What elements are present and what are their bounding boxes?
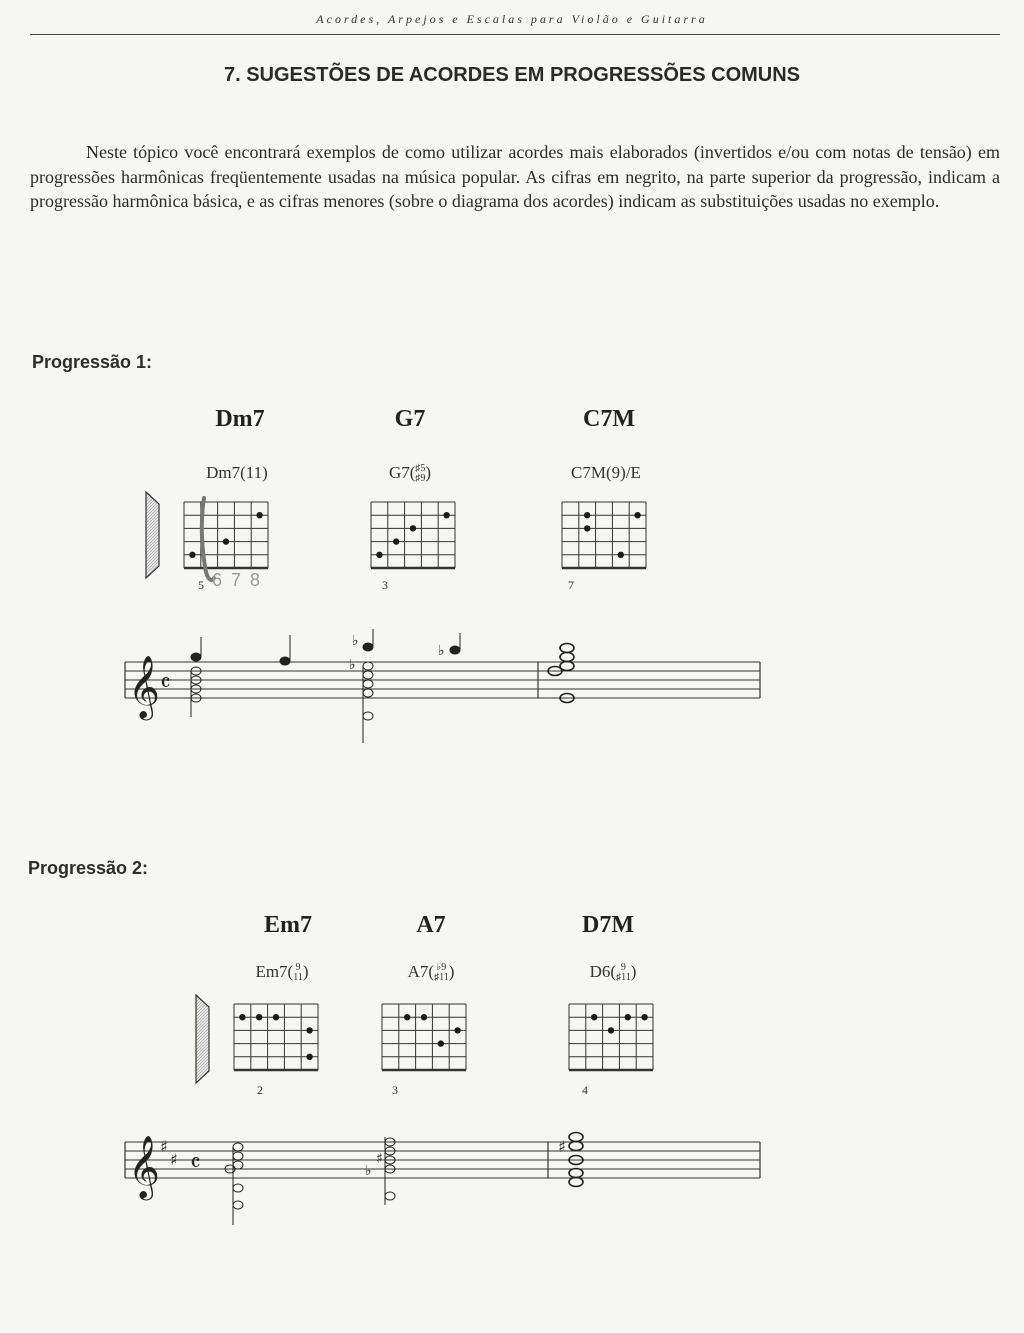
treble-clef-icon: 𝄞 [128,1135,160,1198]
prog2-measure-1-notes [225,1137,395,1225]
prog1-measure-1-notes [191,629,460,743]
intro-paragraph: Neste tópico você encontrará exemplos de como utilizar acordes mais elaborados (invertidos e/ou com notas de tensão) em progressões harmônicas freqüentemente usadas na música popular. As cifras em negrito, na parte superior da progressão, indicam a progressão harmônica básica, e as cifras menores (sobre o diagrama dos acordes) indicam as substituições usadas no exemplo. [30,142,1000,211]
running-header: Acordes, Arpejos e Escalas para Violão e Guitarra [316,12,708,26]
note [233,1201,243,1209]
page-title: 7. SUGESTÕES DE ACORDES EM PROGRESSÕES COMUNS [223,64,801,86]
progression-1-title: Progressão 1: [32,352,153,372]
flat-icon: ♭ [365,1163,372,1179]
prog2-chord-1-fret: 2 [257,1083,263,1097]
note [233,1184,243,1192]
whole-note [569,1178,583,1187]
note [233,1152,243,1160]
finger-dot [641,1014,647,1020]
prog1-staff [120,625,770,750]
prog2-chord-3-main: D7M [582,912,634,938]
prog1-chord-3-fret: 7 [568,578,574,592]
prog1-chord-2-sub-suffix: ) [425,463,432,482]
prog2-chord-1-tension-top: 9 [295,962,301,974]
prog2-chord-1-tension-bottom: 11 [293,972,303,984]
prog1-chord-1-fret: 5 [198,578,204,592]
prog1-chord-1-sub [157,463,317,483]
prog2-chord-1-diagram [230,998,330,1076]
flat-icon: ♭ [352,633,359,649]
note [233,1143,243,1151]
prog2-chord-2-sub-suffix: ) [448,962,455,981]
prog2-chord-1-sub-text: Em7( [255,962,294,981]
prog2-chord-2-fret: 3 [392,1083,398,1097]
sharp-icon: ♯ [160,1137,168,1156]
prog1-chord-3-sub [526,463,686,483]
finger-dot [256,512,262,518]
finger-dot [634,512,640,518]
note [385,1192,395,1200]
note [363,643,373,651]
prog2-chord-1-sub [202,962,362,983]
pencil-annotation: 6 7 8 [212,570,263,590]
finger-dot [410,525,416,531]
whole-note [560,653,574,662]
prog2-staff [120,1115,770,1230]
finger-dot [618,552,624,558]
prog1-measure-2-notes [548,644,574,703]
treble-clef-icon: 𝄞 [128,655,160,718]
note [363,689,373,697]
prog1-staff-lines [125,662,760,698]
finger-dot [223,538,229,544]
prog1-chord-2-main: G7 [394,406,426,432]
prog2-chord-2-tension-top: ♭9 [436,962,447,974]
header-rule [30,34,1000,35]
prog1-chord-3-diagram [558,496,658,574]
prog1-nut-marker [143,490,163,580]
finger-dot [443,512,449,518]
prog2-chord-3-tension-top: 9 [620,962,626,974]
note [450,646,460,654]
finger-dot [376,552,382,558]
finger-dot [591,1014,597,1020]
finger-dot [584,512,590,518]
prog1-chord-3-main: C7M [583,406,635,432]
whole-note [560,644,574,653]
prog2-chord-3-sub [533,962,693,983]
finger-dot [393,538,399,544]
common-time-icon: 𝄴 [190,1149,201,1177]
prog2-nut-marker [193,993,213,1085]
progression-2-title: Progressão 2: [28,858,149,878]
common-time-icon: 𝄴 [160,669,171,697]
prog2-chord-3-sub-text: D6( [589,962,617,981]
prog2-chord-3-sub-suffix: ) [630,962,637,981]
prog1-chord-2-tension-top: ♯5 [415,463,426,475]
prog1-chord-3-sub-text: C7M(9)/E [571,463,641,482]
note [363,712,373,720]
flat-icon: ♭ [349,657,356,673]
prog2-chord-2-sub [351,962,511,983]
note [363,671,373,679]
prog2-chord-2-tension [434,963,449,983]
prog2-chord-3-fret: 4 [582,1083,588,1097]
prog2-chord-3-diagram [565,998,665,1076]
prog2-chord-2-sub-text: A7( [407,962,435,981]
prog2-chord-3-tension [616,963,631,983]
prog2-chord-1-main: Em7 [264,912,312,938]
finger-dot [454,1027,460,1033]
finger-dot [438,1040,444,1046]
note [363,680,373,688]
finger-dot [625,1014,631,1020]
prog2-chord-2-tension-bottom: ♯11 [434,972,449,984]
whole-note [569,1142,583,1151]
whole-note [569,1169,583,1178]
prog1-chord-2-sub-text: G7( [388,463,416,482]
finger-dot [306,1027,312,1033]
finger-dot [306,1054,312,1060]
finger-dot [584,525,590,531]
finger-dot [273,1014,279,1020]
prog2-chord-2-diagram [378,998,478,1076]
prog1-chord-1-sub-text: Dm7(11) [206,463,268,482]
note [363,662,373,670]
prog1-chord-2-sub [330,463,490,484]
note [280,657,290,665]
finger-dot [239,1014,245,1020]
flat-icon: ♭ [438,643,445,659]
prog2-chord-1-sub-suffix: ) [302,962,309,981]
sharp-icon: ♯ [376,1151,383,1167]
prog2-chord-1-tension [293,963,303,983]
finger-dot [404,1014,410,1020]
finger-dot [608,1027,614,1033]
prog1-chord-2-diagram [367,496,467,574]
prog2-staff-lines [125,1142,760,1178]
finger-dot [256,1014,262,1020]
prog2-chord-2-main: A7 [416,912,446,938]
finger-dot [421,1014,427,1020]
sharp-icon: ♯ [170,1150,178,1169]
note [191,653,201,661]
prog2-chord-3-tension-bottom: ♯11 [616,972,631,984]
prog1-chord-1-main: Dm7 [215,406,265,432]
prog1-chord-2-tension [415,464,425,484]
prog1-chord-2-fret: 3 [382,578,388,592]
sharp-icon: ♯ [558,1137,566,1156]
prog1-chord-2-tension-bottom: ♯9 [415,473,426,485]
whole-note [569,1133,583,1142]
